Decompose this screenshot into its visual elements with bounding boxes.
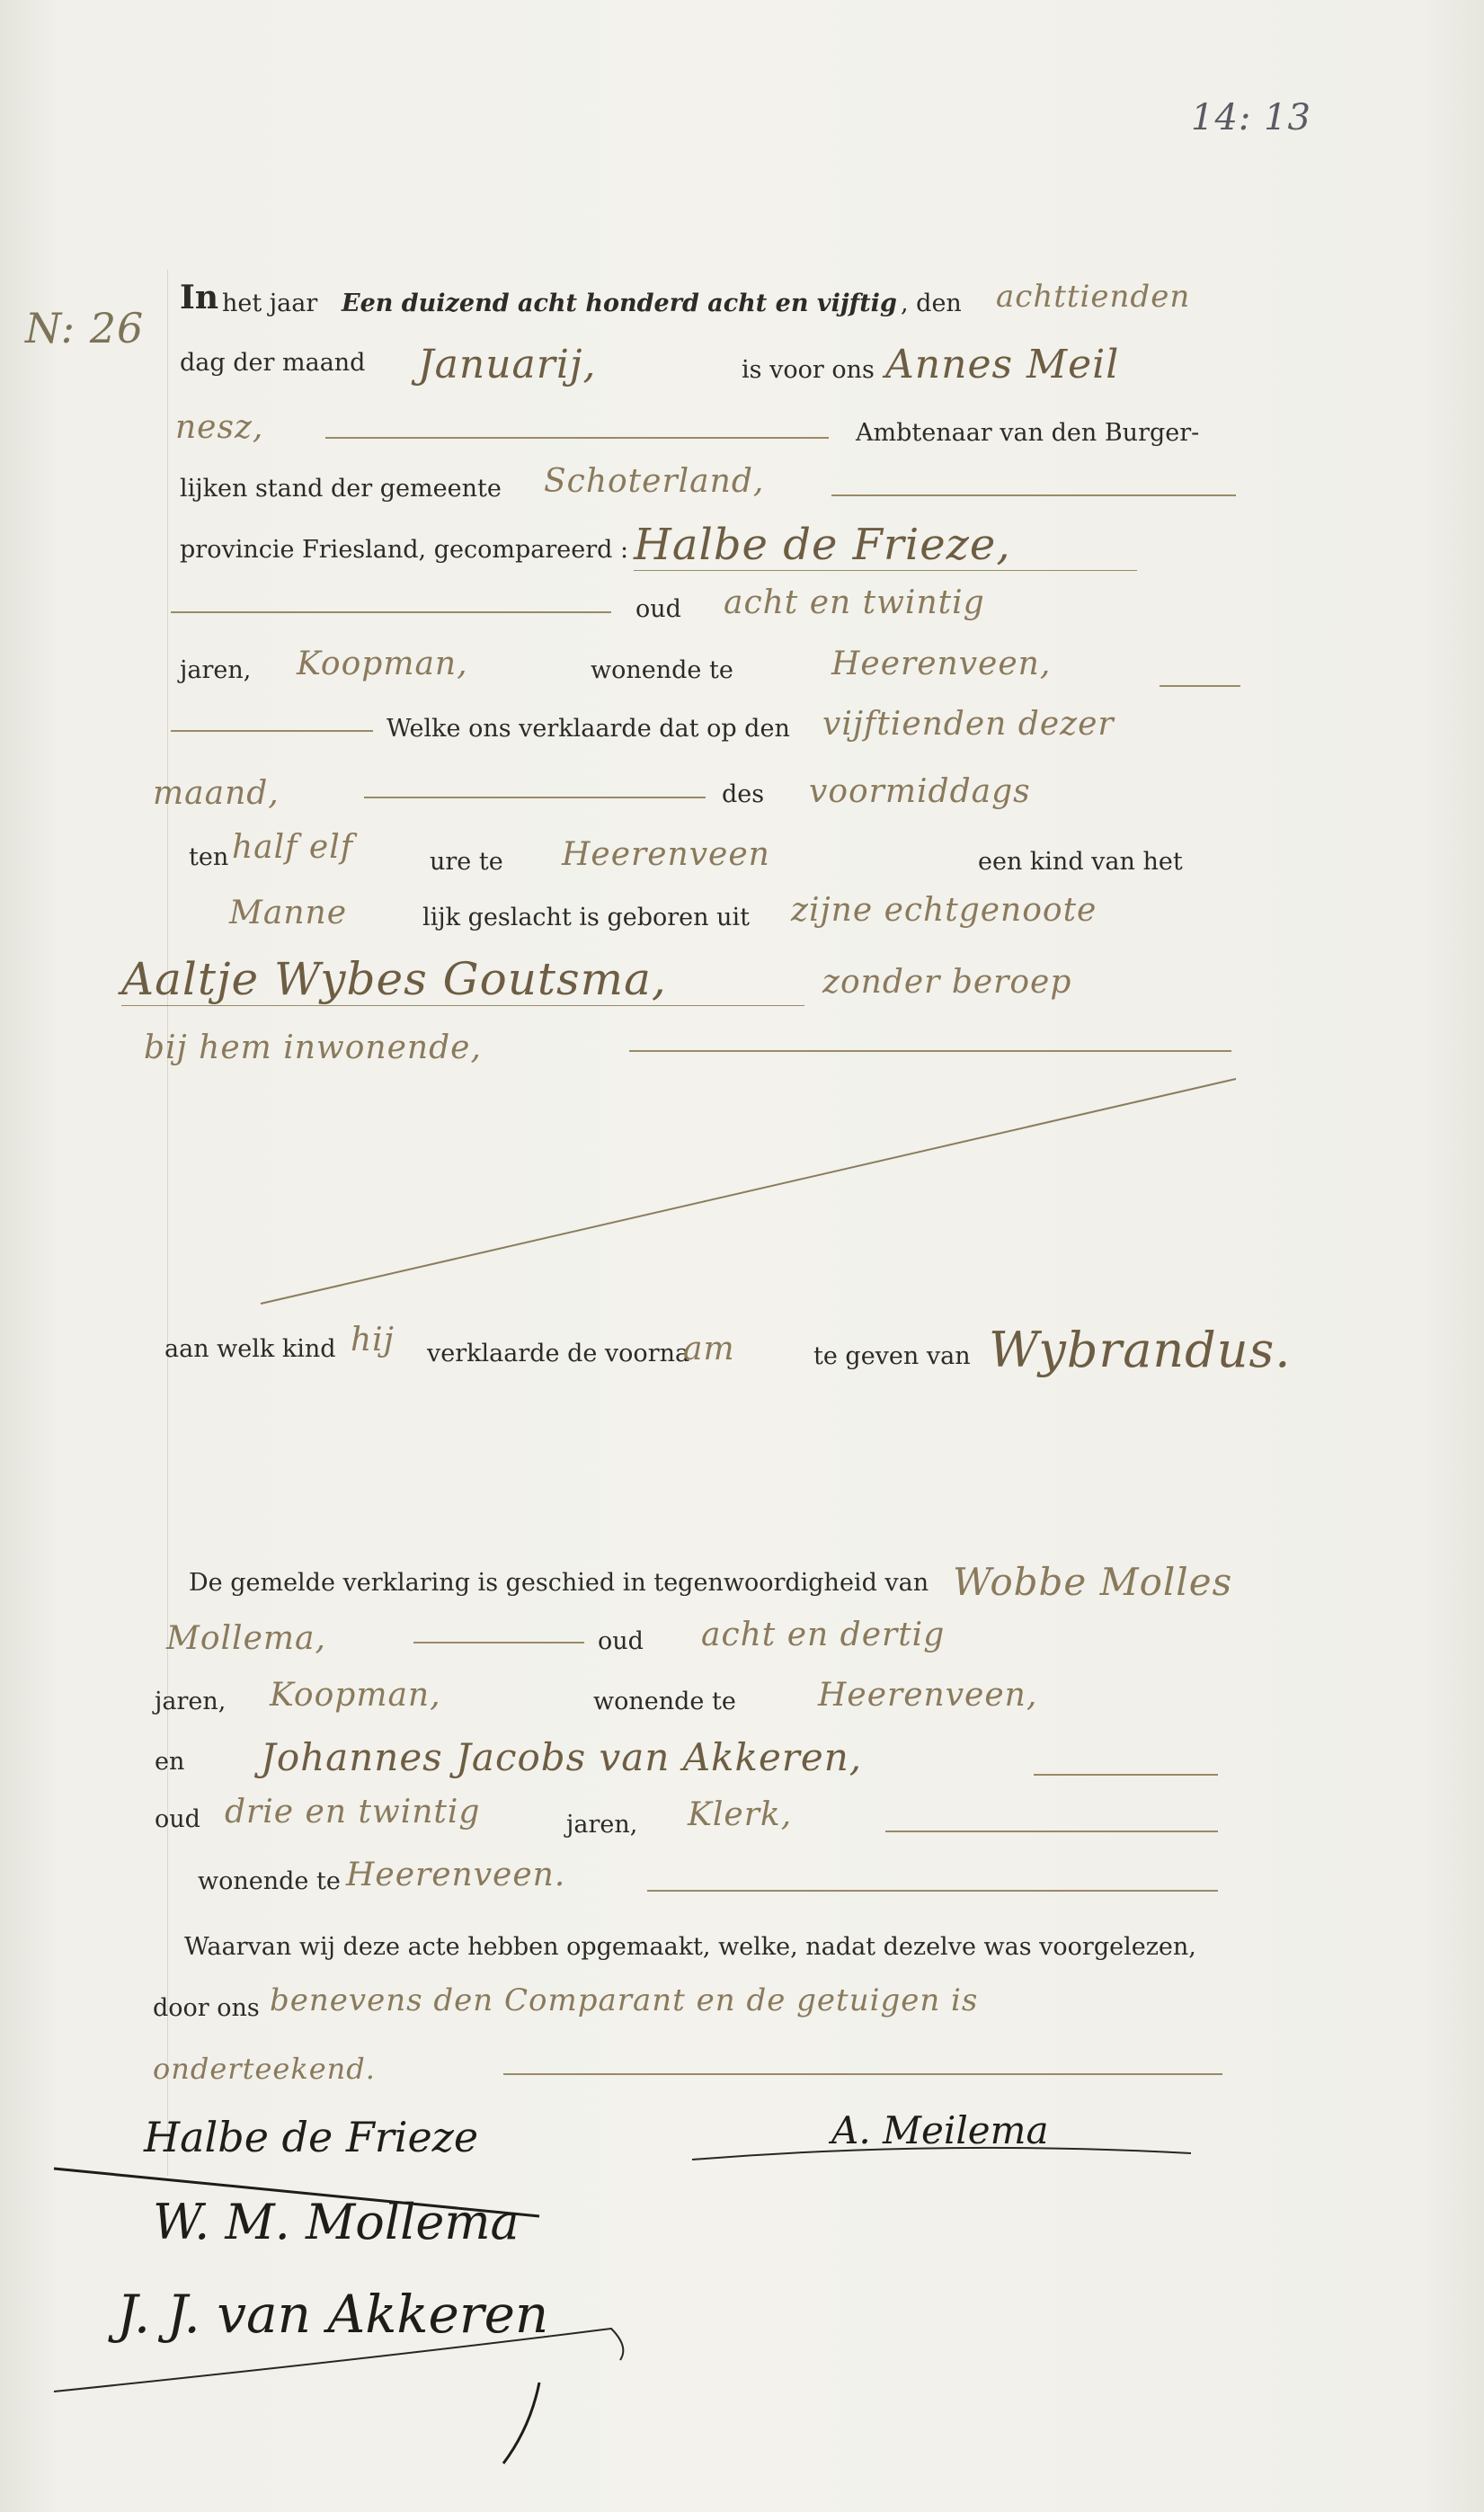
entry-witness1-a: Wobbe Molles <box>953 1560 1233 1604</box>
text-oud-1: oud <box>598 1627 644 1655</box>
entry-witness2-residence: Heerenveen. <box>346 1857 566 1893</box>
entry-witness1-residence: Heerenveen, <box>818 1677 1038 1714</box>
entry-day: achttienden <box>996 279 1191 315</box>
text-oud: oud <box>635 595 681 623</box>
entry-birth-day: vijftienden dezer <box>822 706 1115 743</box>
entry-mother-residence: bij hem inwonende, <box>144 1029 482 1066</box>
signature-witness2: J. J. van Akkeren <box>117 2284 549 2345</box>
text-jaren-1: jaren, <box>155 1688 227 1715</box>
text-des: des <box>722 780 765 808</box>
text-ambtenaar: Ambtenaar van den Burger- <box>856 419 1200 447</box>
fill-rule <box>1034 1774 1218 1776</box>
text-verklaarde: verklaarde de voorna <box>427 1340 690 1367</box>
text-ure-te: ure te <box>430 848 503 876</box>
signature-declarant: Halbe de Frieze <box>144 2113 479 2161</box>
text-wonende-te-2: wonende te <box>198 1867 341 1895</box>
text-lijken-stand: lijken stand der gemeente <box>180 475 502 503</box>
entry-birth-time: half elf <box>232 829 354 866</box>
entry-mother-name: Aaltje Wybes Goutsma, <box>121 953 667 1005</box>
text-provincie: provincie Friesland, gecompareerd : <box>180 536 629 564</box>
signature-witness1: W. M. Mollema <box>153 2194 520 2250</box>
entry-official-a: Annes Meil <box>885 342 1120 387</box>
entry-witness1-occupation: Koopman, <box>270 1677 441 1714</box>
entry-declarant-residence: Heerenveen, <box>831 646 1052 682</box>
entry-witness2-name: Johannes Jacobs van Akkeren, <box>261 1735 863 1779</box>
text-wonende-te: wonende te <box>591 656 733 684</box>
entry-month-ref: maand, <box>153 775 280 812</box>
fill-rule <box>647 1890 1218 1892</box>
text-door-ons: door ons <box>153 1994 260 2022</box>
signature-flourish <box>503 2383 539 2463</box>
entry-witness2-age: drie en twintig <box>225 1794 481 1831</box>
text-ten: ten <box>189 843 229 871</box>
entry-witness2-occupation: Klerk, <box>688 1796 793 1833</box>
text-dag-der-maand: dag der maand <box>180 349 366 377</box>
fill-rule <box>413 1642 584 1643</box>
entry-declarant-age: acht en twintig <box>724 584 985 621</box>
text-oud-2: oud <box>155 1805 200 1833</box>
entry-am: am <box>683 1331 735 1367</box>
entry-witness1-age: acht en dertig <box>701 1617 946 1653</box>
text-aan-welk-kind: aan welk kind <box>164 1335 336 1363</box>
text-den: , den <box>901 290 962 317</box>
cancel-stroke <box>261 1079 1236 1304</box>
entry-hij: hij <box>351 1322 395 1358</box>
entry-onderteekend: onderteekend. <box>153 2052 376 2086</box>
entry-daypart: voormiddags <box>809 773 1031 810</box>
text-is-voor-ons: is voor ons <box>742 356 875 384</box>
text-het-jaar: het jaar <box>222 290 318 317</box>
text-wonende-te-1: wonende te <box>593 1688 736 1715</box>
year-italic: Een duizend acht honderd acht en vijftig <box>342 290 897 317</box>
entry-witness1-b: Mollema, <box>166 1620 326 1657</box>
entry-sex: Manne <box>229 895 347 931</box>
text-jaren-2: jaren, <box>566 1811 638 1839</box>
entry-number: N: 26 <box>25 304 145 352</box>
entry-mother-relation: zijne echtgenoote <box>791 892 1097 929</box>
text-en: en <box>155 1748 185 1776</box>
entry-declarant-occupation: Koopman, <box>297 646 468 682</box>
entry-mother-occupation: zonder beroep <box>822 964 1072 1001</box>
text-gemelde-verklaring: De gemelde verklaring is geschied in tegenwoordigheid van <box>189 1569 929 1597</box>
text-welke-ons: Welke ons verklaarde dat op den <box>387 715 790 743</box>
entry-birth-place: Heerenveen <box>562 836 770 873</box>
fill-rule <box>885 1831 1218 1832</box>
page-number: 14: 13 <box>1191 97 1311 138</box>
entry-municipality: Schoterland, <box>544 463 765 500</box>
entry-month: Januarij, <box>418 342 597 387</box>
entry-declarant: Halbe de Frieze, <box>634 520 1011 570</box>
entry-signers: benevens den Comparant en de getuigen is <box>270 1982 979 2018</box>
signature-official: A. Meilema <box>831 2108 1049 2152</box>
text-te-geven-van: te geven van <box>813 1342 971 1370</box>
text-jaren: jaren, <box>180 656 252 684</box>
initial-in: In <box>180 279 219 316</box>
entry-official-b: nesz, <box>175 409 264 446</box>
entry-child-name: Wybrandus. <box>989 1322 1292 1378</box>
text-waarvan: Waarvan wij deze acte hebben opgemaakt, welke, nadat dezelve was voorgelezen, <box>184 1933 1196 1961</box>
fill-rule <box>503 2073 1222 2075</box>
text-lijk-geslacht: lijk geslacht is geboren uit <box>422 904 750 931</box>
text-een-kind: een kind van het <box>978 848 1183 876</box>
